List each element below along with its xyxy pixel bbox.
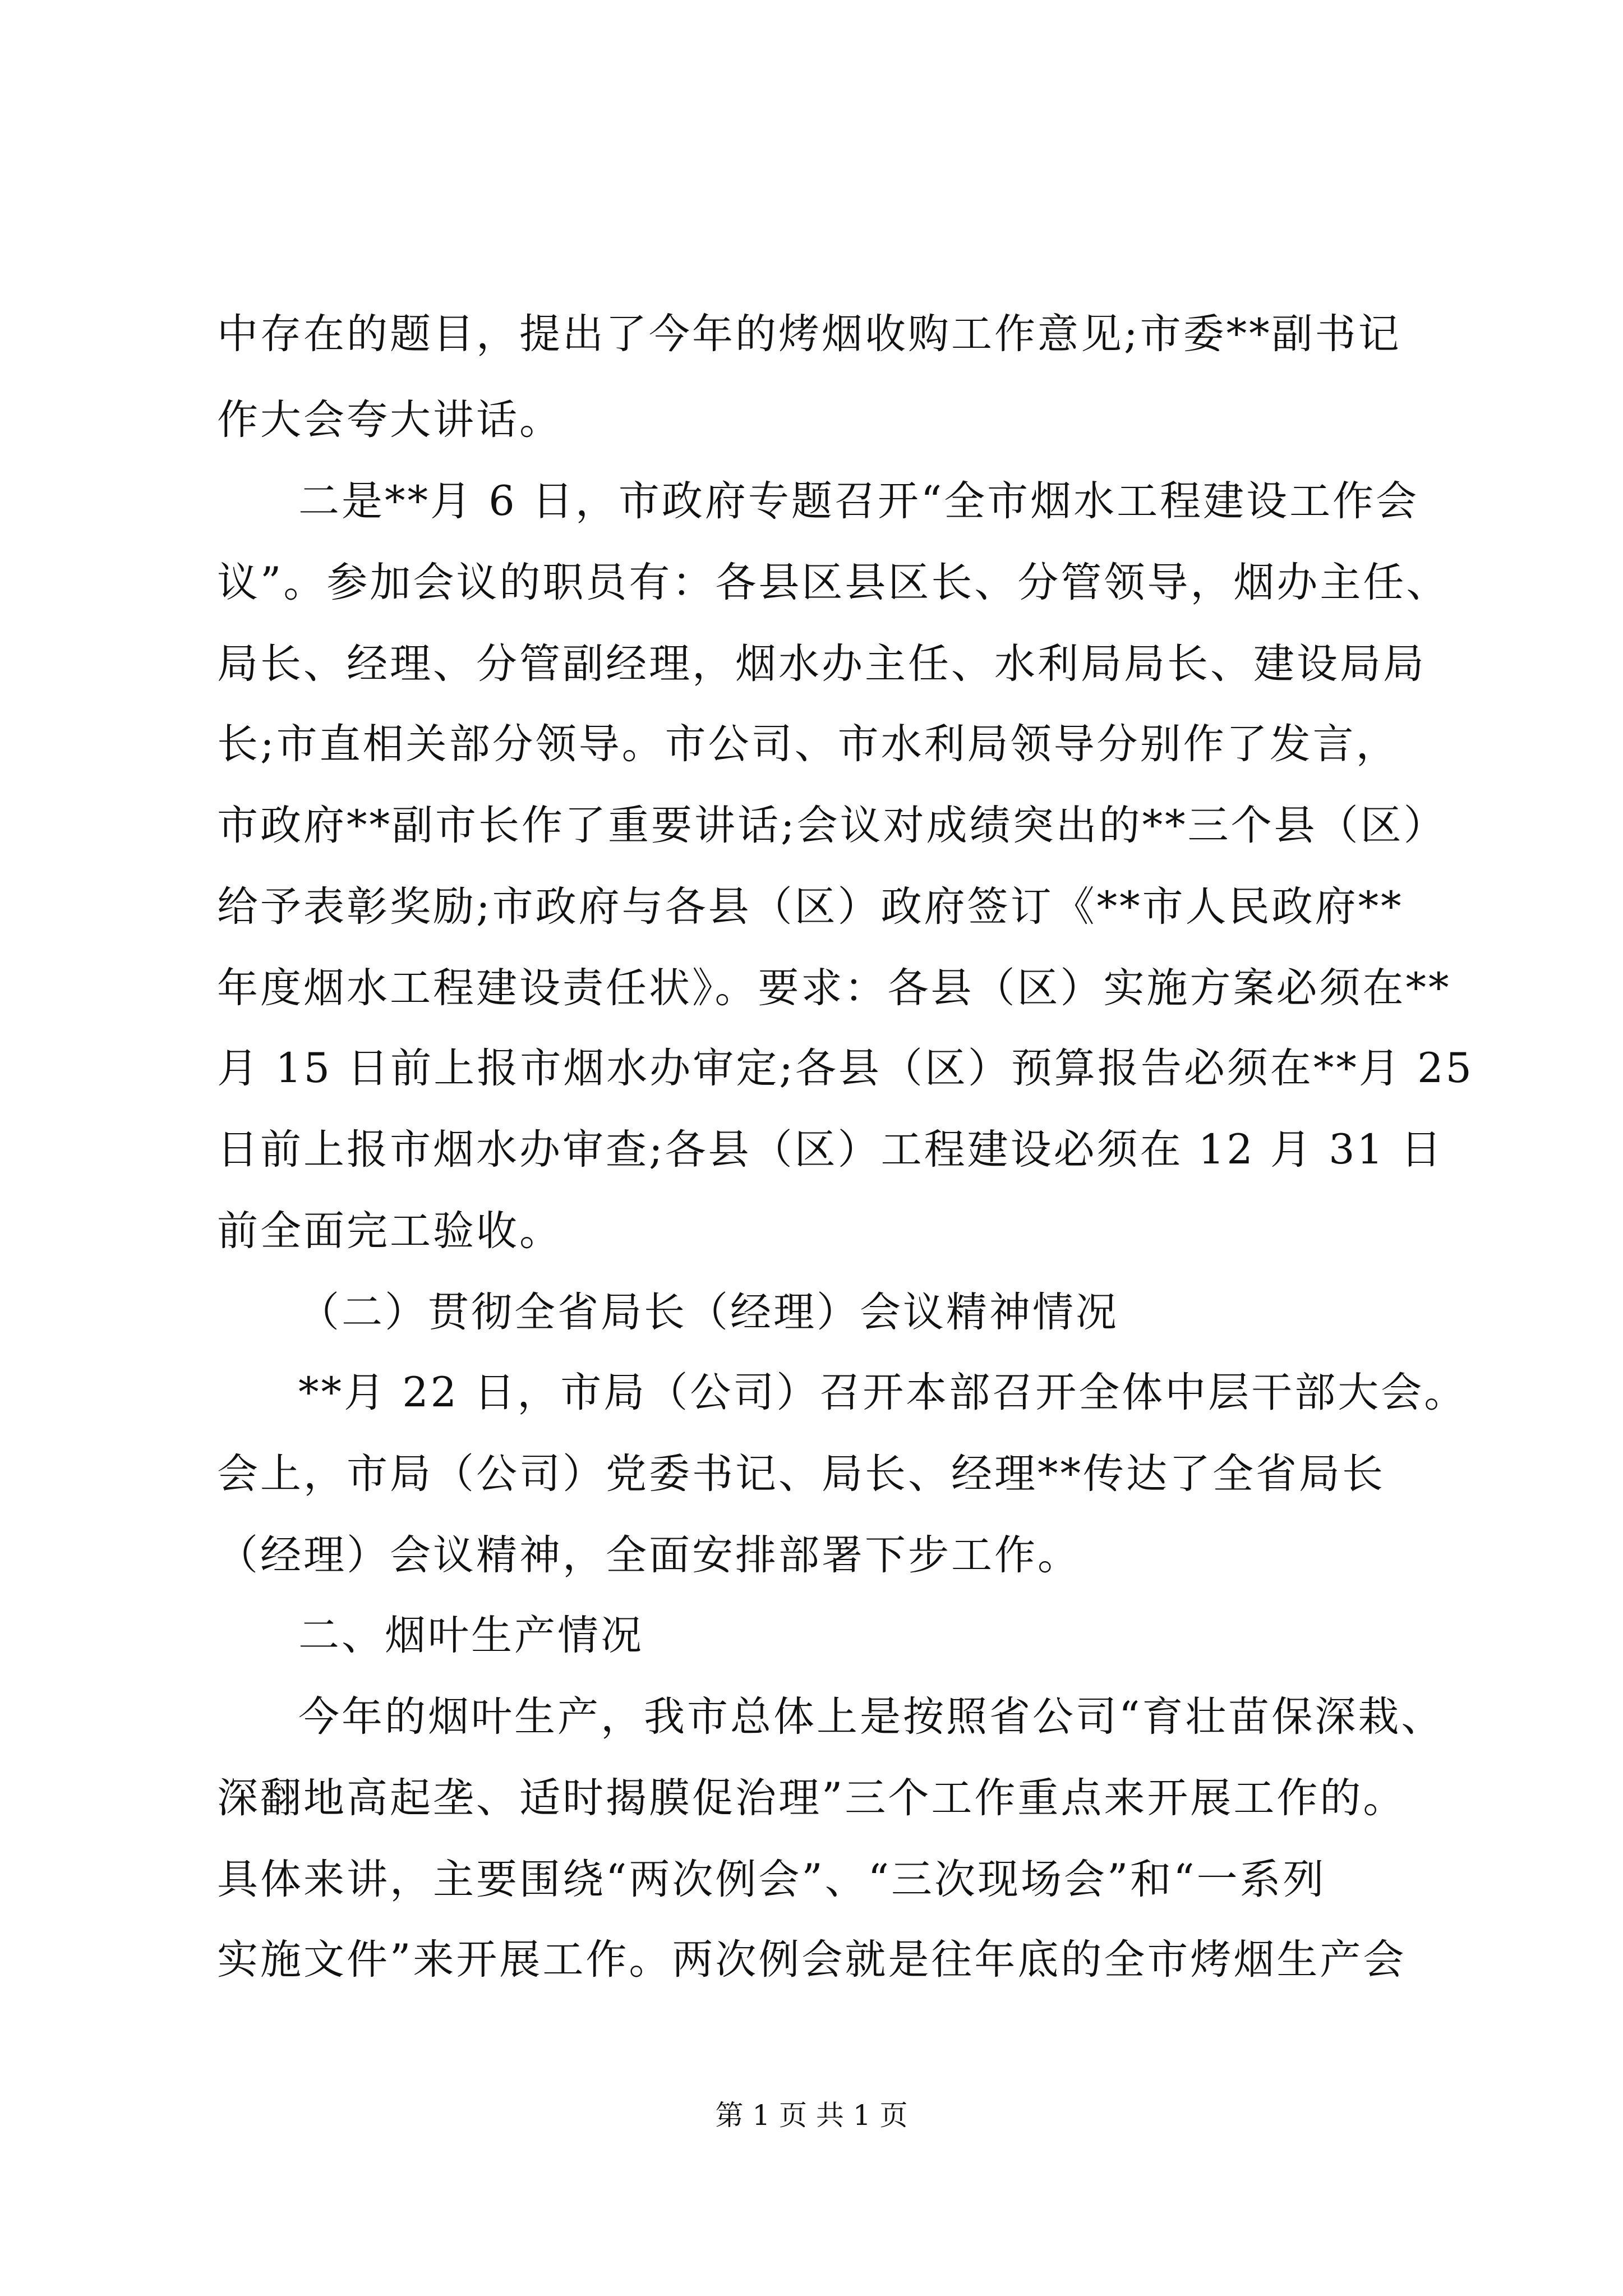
text-line: 具体来讲，主要围绕“两次例会”、“三次现场会”和“一系列 [217, 1856, 1326, 1903]
text-line: 市政府**副市长作了重要讲话;会议对成绩突出的**三个县（区） [217, 802, 1447, 849]
text-line: **月 22 日，市局（公司）召开本部召开全体中层干部大会。 [298, 1369, 1468, 1416]
text-line: 议”。参加会议的职员有：各县区县区长、分管领导，烟办主任、 [217, 559, 1450, 606]
text-line: 局长、经理、分管副经理，烟水办主任、水利局局长、建设局局 [217, 640, 1426, 688]
text-line: 日前上报市烟水办审查;各县（区）工程建设必须在 12 月 31 日 [217, 1126, 1444, 1174]
text-line: 长;市直相关部分领导。市公司、市水利局领导分别作了发言， [217, 720, 1399, 768]
section-heading: （二）贯彻全省局长（经理）会议精神情况 [298, 1289, 1119, 1336]
text-line: 今年的烟叶生产，我市总体上是按照省公司“育壮苗保深栽、 [298, 1693, 1445, 1741]
section-heading: 二、烟叶生产情况 [298, 1612, 644, 1659]
text-line: 实施文件”来开展工作。两次例会就是往年底的全市烤烟生产会 [217, 1936, 1407, 1984]
text-line: 前全面完工验收。 [217, 1207, 562, 1255]
page-number-footer: 第 1 页 共 1 页 [715, 2099, 908, 2132]
text-line: 月 15 日前上报市烟水办审定;各县（区）预算报告必须在**月 25 [217, 1045, 1474, 1092]
text-line: 给予表彰奖励;市政府与各县（区）政府签订《**市人民政府** [217, 883, 1404, 931]
text-line: 年度烟水工程建设责任状》。要求：各县（区）实施方案必须在** [217, 964, 1451, 1012]
text-line: 二是**月 6 日，市政府专题召开“全市烟水工程建设工作会 [298, 477, 1419, 525]
text-line: 会上，市局（公司）党委书记、局长、经理**传达了全省局长 [217, 1450, 1385, 1498]
text-line: 深翻地高起垄、适时揭膜促治理”三个工作重点来开展工作的。 [217, 1774, 1407, 1822]
text-line: 中存在的题目，提出了今年的烤烟收购工作意见;市委**副书记 [217, 310, 1401, 358]
text-line: 作大会夸大讲话。 [217, 396, 562, 444]
text-line: （经理）会议精神，全面安排部署下步工作。 [217, 1531, 1081, 1579]
